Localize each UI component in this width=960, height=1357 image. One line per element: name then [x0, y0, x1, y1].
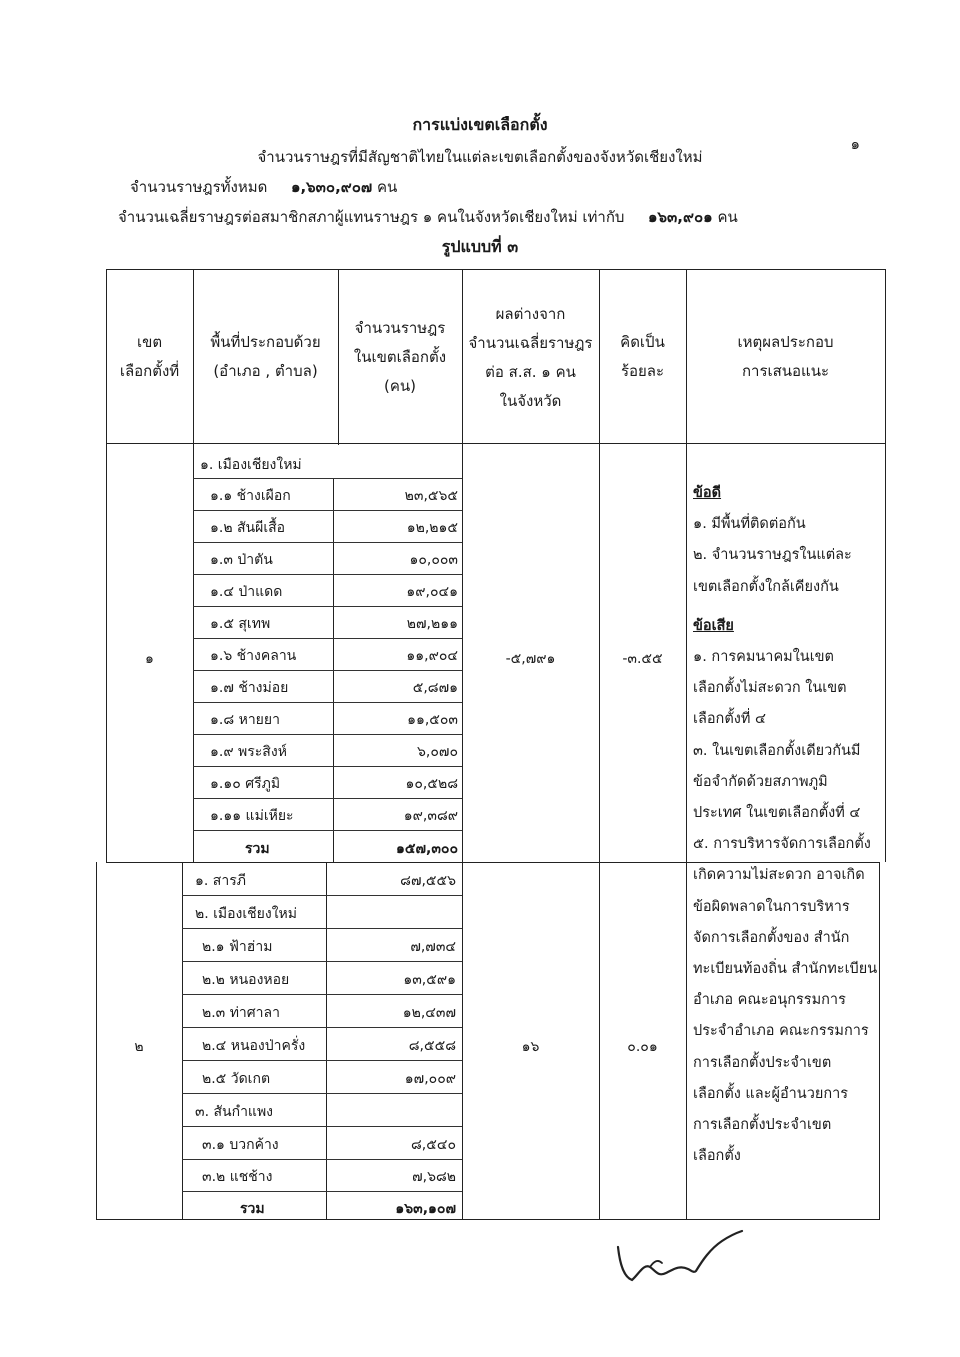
reason-line: ๑. การคมนาคมในเขต	[693, 649, 834, 666]
tambon-name: ๑.๑๐ ศรีภูมิ	[210, 776, 281, 792]
tambon-value: ๗,๗๓๔	[410, 939, 456, 955]
page-subtitle: จำนวนราษฎรที่มีสัญชาติไทยในแต่ละเขตเลือกตั้งของจังหวัดเชียงใหม่	[257, 148, 703, 166]
tambon-name: ๒.๕ วัดเกต	[202, 1071, 271, 1087]
reason-line: เลือกตั้งไม่สะดวก ในเขต	[693, 680, 847, 697]
tambon-name: ๒.๓ ท่าศาลา	[202, 1005, 280, 1021]
reason-line: ๕. การบริหารจัดการเลือกตั้ง	[693, 836, 871, 853]
reason-line: ทะเบียนท้องถิ่น สำนักทะเบียน	[693, 961, 878, 978]
average-label: จำนวนเฉลี่ยราษฎรต่อสมาชิกสภาผู้แทนราษฎร ๑ คนในจังหวัดเชียงใหม่ เท่ากับ	[118, 208, 625, 226]
district-difference: -๕,๗๙๑	[505, 651, 556, 667]
district-percent: ๐.๐๑	[627, 1039, 658, 1055]
header-population: จำนวนราษฎร ในเขตเลือกตั้ง (คน)	[353, 319, 447, 395]
tambon-value: ๑๗,๐๐๙	[404, 1071, 456, 1087]
tambon-value: ๑๙,๐๔๑	[406, 584, 458, 600]
tambon-value: ๑๙,๓๘๙	[403, 808, 458, 824]
tambon-name: ๑.๓ ป่าตัน	[210, 552, 273, 568]
reason-line: ประเทศ ในเขตเลือกตั้งที่ ๔	[693, 805, 861, 822]
reason-text	[693, 478, 878, 1172]
total-label: รวม	[245, 841, 270, 857]
header-percent: คิดเป็น ร้อยละ	[620, 333, 665, 380]
amphoe-row: ๓. สันกำแพง	[195, 1104, 274, 1120]
amphoe-row: ๑. เมืองเชียงใหม่	[200, 457, 302, 473]
tambon-name: ๑.๑๑ แม่เหียะ	[210, 808, 294, 824]
tambon-value: ๗,๖๘๒	[412, 1169, 456, 1185]
tambon-value: ๑๒,๒๑๕	[406, 520, 458, 536]
total-value: ๑๕๗,๓๐๐	[396, 841, 458, 857]
format-label: รูปแบบที่ ๓	[441, 237, 519, 256]
signature-image	[610, 1225, 770, 1295]
reason-line: การเลือกตั้งประจำเขต	[693, 1054, 832, 1071]
population-value: ๑,๖๓๐,๙๐๗	[290, 178, 373, 196]
tambon-name: ๑.๔ ป่าแดด	[210, 584, 283, 600]
reason-line: อำเภอ คณะอนุกรรมการ	[693, 992, 846, 1009]
header-reason: เหตุผลประกอบ การเสนอแนะ	[737, 333, 834, 380]
tambon-value: ๑๐,๕๒๘	[405, 776, 458, 792]
district-number: ๑	[145, 651, 154, 667]
tambon-name: ๑.๒ สันผีเสื้อ	[210, 520, 286, 536]
tambon-value: ๕,๘๗๑	[412, 680, 458, 696]
tambon-value: ๑๑,๙๐๔	[406, 648, 458, 664]
amphoe-value: ๘๗,๕๕๖	[400, 873, 456, 889]
tambon-name: ๒.๔ หนองป่าครั่ง	[202, 1038, 306, 1054]
tambon-value: ๘,๕๕๘	[408, 1038, 456, 1054]
tambon-value: ๒๗,๒๑๑	[406, 616, 458, 632]
district-number: ๒	[134, 1039, 144, 1055]
reason-line: ประจำอำเภอ คณะกรรมการ	[693, 1023, 869, 1040]
total-label: รวม	[240, 1201, 265, 1217]
tambon-value: ๑๓,๕๙๑	[403, 972, 456, 988]
tambon-value: ๒๓,๕๖๕	[404, 488, 458, 504]
amphoe-row: ๒. เมืองเชียงใหม่	[195, 906, 298, 922]
header-area: พื้นที่ประกอบด้วย (อำเภอ , ตำบล)	[210, 333, 321, 380]
reason-line: เลือกตั้ง	[693, 1148, 741, 1165]
header-difference: ผลต่างจาก จำนวนเฉลี่ยราษฎร ต่อ ส.ส. ๑ คน ในจังหวัด	[468, 305, 593, 410]
population-unit: คน	[377, 178, 398, 196]
reason-line: เลือกตั้ง และผู้อำนวยการ	[693, 1085, 849, 1102]
population-label: จำนวนราษฎรทั้งหมด	[130, 178, 268, 196]
tambon-name: ๒.๑ ฟ้าฮ่าม	[202, 939, 273, 955]
reason-line: ข้อจำกัดด้วยสภาพภูมิ	[693, 773, 828, 790]
reason-line: ๓. ในเขตเลือกตั้งเดียวกันมี	[693, 742, 861, 759]
tambon-name: ๑.๘ หายยา	[210, 712, 280, 728]
district-percent: -๓.๕๕	[622, 651, 663, 667]
tambon-name: ๑.๑ ช้างเผือก	[210, 488, 291, 504]
average-value: ๑๖๓,๙๐๑	[647, 208, 713, 226]
tambon-name: ๒.๒ หนองหอย	[202, 972, 290, 988]
district-difference: ๑๖	[521, 1039, 540, 1055]
page-title: การแบ่งเขตเลือกตั้ง	[412, 115, 548, 134]
tambon-name: ๑.๖ ช้างคลาน	[210, 648, 297, 664]
reason-line: เขตเลือกตั้งใกล้เคียงกัน	[693, 578, 839, 595]
tambon-value: ๑๐,๐๐๓	[409, 552, 458, 568]
tambon-name: ๓.๑ บวกค้าง	[202, 1137, 279, 1153]
reason-line: เลือกตั้งที่ ๔	[693, 711, 766, 728]
reason-line: ๑. มีพื้นที่ติดต่อกัน	[693, 516, 806, 533]
reason-line: ๒. จำนวนราษฎรในแต่ละ	[693, 547, 852, 564]
population-line	[130, 175, 397, 199]
tambon-name: ๑.๕ สุเทพ	[210, 616, 271, 632]
total-value: ๑๖๓,๑๐๗	[395, 1201, 456, 1217]
tambon-value: ๖,๐๗๐	[417, 744, 458, 760]
pros-heading: ข้อดี	[693, 485, 722, 501]
amphoe-row: ๑. สารภี	[195, 873, 246, 889]
reason-line: เกิดความไม่สะดวก อาจเกิด	[693, 867, 865, 884]
header-district: เขต เลือกตั้งที่	[119, 333, 180, 380]
page-number: ๑	[850, 135, 860, 153]
tambon-value: ๑๑,๕๐๓	[407, 712, 458, 728]
tambon-name: ๑.๙ พระสิงห์	[210, 744, 287, 760]
reason-line: จัดการเลือกตั้งของ สำนัก	[693, 929, 850, 946]
tambon-value: ๑๒,๔๓๗	[402, 1005, 456, 1021]
average-unit: คน	[717, 208, 738, 226]
cons-heading: ข้อเสีย	[693, 617, 734, 634]
reason-line: การเลือกตั้งประจำเขต	[693, 1117, 832, 1134]
tambon-name: ๑.๗ ช้างม่อย	[210, 680, 289, 696]
reason-line: ข้อผิดพลาดในการบริหาร	[693, 898, 850, 915]
tambon-value: ๘,๕๔๐	[411, 1137, 456, 1153]
average-line	[118, 205, 738, 229]
tambon-name: ๓.๒ แชช้าง	[202, 1169, 273, 1185]
